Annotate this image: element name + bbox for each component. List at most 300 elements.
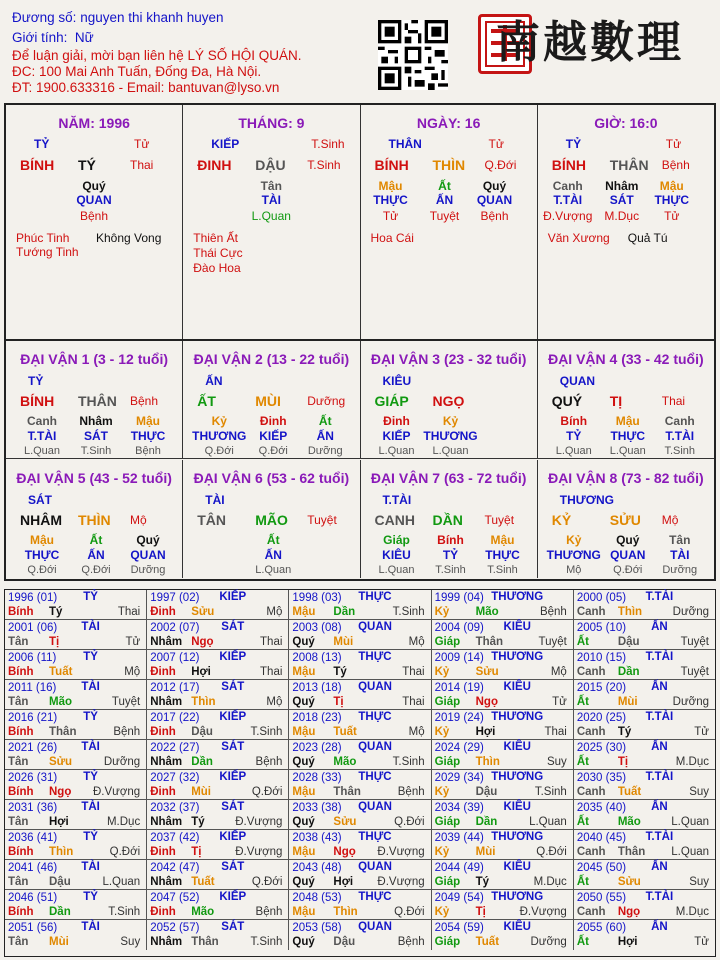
year-cell[interactable] bbox=[147, 620, 289, 649]
year-ten-god: TỶ bbox=[83, 711, 98, 723]
year-cell[interactable] bbox=[574, 830, 715, 859]
year-ten-god: ẤN bbox=[651, 681, 668, 693]
year-ten-god: QUAN bbox=[358, 861, 392, 873]
period-ten-god: SÁT bbox=[28, 493, 52, 507]
year-branch: Thìn bbox=[191, 696, 216, 708]
year-ten-god: KIÊU bbox=[503, 741, 531, 753]
year-label: 2051 (56) bbox=[8, 922, 58, 934]
year-cell[interactable] bbox=[574, 680, 715, 709]
period-hidden-life-stage: Dưỡng bbox=[662, 564, 698, 576]
great-period-cell bbox=[538, 460, 714, 578]
year-life-stage: Đ.Vượng bbox=[377, 846, 425, 858]
hidden-stem: Nhâm bbox=[605, 179, 639, 193]
year-branch: Dậu bbox=[49, 876, 71, 888]
period-hidden-stem: Kỷ bbox=[566, 533, 582, 547]
year-branch: Mùi bbox=[475, 846, 496, 858]
year-cell[interactable] bbox=[289, 860, 431, 889]
year-label: 2009 (14) bbox=[434, 652, 484, 664]
year-cell[interactable] bbox=[289, 620, 431, 649]
year-ten-god: KIÊU bbox=[503, 861, 531, 873]
pillar-column bbox=[361, 105, 538, 339]
year-cell[interactable] bbox=[289, 800, 431, 829]
year-cell[interactable] bbox=[5, 590, 147, 619]
year-stem: Ất bbox=[576, 816, 589, 828]
year-cell[interactable] bbox=[574, 920, 715, 950]
year-branch: Sửu bbox=[333, 816, 357, 828]
hidden-stem: Quý bbox=[82, 179, 106, 193]
pillar-column bbox=[183, 105, 360, 339]
year-label: 2013 (18) bbox=[292, 682, 342, 694]
person-name-line bbox=[12, 10, 224, 26]
year-cell[interactable] bbox=[5, 890, 147, 919]
year-branch: Tị bbox=[333, 696, 344, 708]
year-label: 2038 (43) bbox=[292, 832, 342, 844]
year-life-stage: Đ.Vượng bbox=[377, 876, 425, 888]
hidden-life-stage: Bệnh bbox=[79, 209, 109, 223]
year-life-stage: Suy bbox=[546, 756, 567, 768]
qr-code-icon[interactable] bbox=[378, 20, 448, 90]
year-life-stage: M.Dục bbox=[533, 876, 567, 888]
pillar-earthly-branch: THÌN bbox=[432, 157, 466, 173]
year-label: 2029 (34) bbox=[434, 772, 484, 784]
pillar-ten-god: KIẾP bbox=[211, 137, 240, 151]
hidden-stem: Mậu bbox=[378, 179, 403, 193]
hidden-ten-god: QUAN bbox=[476, 193, 513, 207]
hidden-life-stage: Tuyệt bbox=[429, 209, 460, 223]
year-branch: Dần bbox=[49, 906, 71, 918]
pillar-earthly-branch: TÝ bbox=[78, 157, 96, 173]
hidden-stem: Quý bbox=[482, 179, 507, 193]
year-stem: Mậu bbox=[292, 666, 316, 678]
year-stem: Kỷ bbox=[434, 906, 450, 918]
year-label: 2036 (41) bbox=[8, 832, 58, 844]
year-label: 2049 (54) bbox=[434, 892, 484, 904]
year-label: 2007 (12) bbox=[150, 652, 200, 664]
hidden-ten-god: SÁT bbox=[609, 193, 634, 207]
year-life-stage: Thai bbox=[402, 666, 425, 678]
year-cell[interactable] bbox=[574, 590, 715, 619]
year-label: 2010 (15) bbox=[576, 652, 627, 664]
period-hidden-ten-god: THỰC bbox=[24, 548, 60, 562]
year-life-stage: Bệnh bbox=[539, 606, 567, 618]
year-ten-god: THƯƠNG bbox=[491, 771, 544, 783]
year-ten-god: KIÊU bbox=[503, 621, 531, 633]
year-cell[interactable] bbox=[147, 740, 289, 769]
year-label: 2000 (05) bbox=[576, 592, 627, 604]
year-cell[interactable] bbox=[432, 620, 574, 649]
great-period-cell bbox=[183, 341, 360, 458]
period-hidden-life-stage: Bệnh bbox=[135, 445, 161, 457]
year-branch: Dần bbox=[191, 756, 213, 768]
year-stem: Ất bbox=[576, 936, 589, 948]
year-branch: Thìn bbox=[333, 906, 358, 918]
period-earthly-branch: DẦN bbox=[432, 512, 463, 528]
pillar-earthly-branch: THÂN bbox=[609, 157, 649, 173]
year-life-stage: Tuyệt bbox=[538, 636, 567, 648]
year-ten-god: T.TÀI bbox=[645, 711, 674, 723]
year-label: 2023 (28) bbox=[292, 742, 342, 754]
year-cell[interactable] bbox=[5, 620, 147, 649]
year-ten-god: SÁT bbox=[221, 801, 245, 813]
year-cell[interactable] bbox=[432, 830, 574, 859]
year-branch: Sửu bbox=[191, 606, 215, 618]
year-cell[interactable] bbox=[432, 680, 574, 709]
year-ten-god: KIÊU bbox=[503, 681, 531, 693]
year-stem: Giáp bbox=[434, 636, 461, 648]
year-cell[interactable] bbox=[147, 650, 289, 679]
period-hidden-stem: Tân bbox=[669, 533, 691, 547]
year-cell[interactable] bbox=[289, 920, 431, 950]
period-hidden-stem: Mậu bbox=[490, 533, 515, 547]
period-hidden-life-stage: L.Quan bbox=[378, 564, 415, 576]
year-cell[interactable] bbox=[5, 740, 147, 769]
period-hidden-ten-god: TỶ bbox=[442, 548, 459, 562]
year-life-stage: Thai bbox=[260, 636, 283, 648]
year-branch: Dậu bbox=[617, 636, 640, 648]
year-life-stage: Q.Đới bbox=[394, 906, 425, 918]
pillar-heavenly-stem: BÍNH bbox=[20, 157, 55, 173]
year-label: 2021 (26) bbox=[8, 742, 58, 754]
year-ten-god: KIẾP bbox=[219, 711, 247, 723]
period-hidden-stem: Giáp bbox=[383, 533, 410, 547]
year-cell[interactable] bbox=[432, 650, 574, 679]
year-label: 2028 (33) bbox=[292, 772, 342, 784]
period-heavenly-stem: GIÁP bbox=[374, 393, 409, 409]
year-label: 1999 (04) bbox=[434, 592, 484, 604]
phone-email-line[interactable]: ĐT: 1900.633316 - Email: bantuvan@lyso.vn bbox=[12, 80, 280, 95]
year-life-stage: T.Sinh bbox=[392, 606, 425, 618]
year-label: 2024 (29) bbox=[434, 742, 484, 754]
year-branch: Mão bbox=[617, 816, 641, 828]
year-stem: Mậu bbox=[292, 726, 316, 738]
year-life-stage: Tử bbox=[552, 696, 567, 708]
period-earthly-branch: THÌN bbox=[78, 512, 111, 528]
year-ten-god: T.TÀI bbox=[645, 891, 674, 903]
year-stem: Mậu bbox=[292, 846, 316, 858]
period-hidden-life-stage: Dưỡng bbox=[130, 564, 166, 576]
year-row bbox=[5, 680, 715, 710]
year-cell[interactable] bbox=[432, 770, 574, 799]
pillar-top-state: Tử bbox=[665, 137, 682, 151]
year-cell[interactable] bbox=[432, 590, 574, 619]
gender-value: Nữ bbox=[74, 30, 94, 45]
period-hidden-stem: Ất bbox=[89, 533, 103, 547]
year-ten-god: ẤN bbox=[651, 861, 668, 873]
year-label: 2055 (60) bbox=[576, 922, 627, 934]
year-label: 2046 (51) bbox=[8, 892, 58, 904]
year-cell[interactable] bbox=[289, 770, 431, 799]
hidden-life-stage: Tử bbox=[382, 209, 399, 223]
year-branch: Tuất bbox=[191, 876, 215, 888]
year-cell[interactable] bbox=[5, 650, 147, 679]
period-hidden-stem: Nhâm bbox=[79, 414, 113, 428]
year-cell[interactable] bbox=[574, 860, 715, 889]
period-hidden-ten-god: THỰC bbox=[485, 548, 520, 562]
year-branch: Tuất bbox=[475, 936, 500, 948]
year-label: 2015 (20) bbox=[576, 682, 627, 694]
period-heavenly-stem: KỶ bbox=[551, 512, 572, 528]
period-hidden-stem: Bính bbox=[437, 533, 464, 547]
year-life-stage: Q.Đới bbox=[251, 786, 283, 798]
year-cell[interactable] bbox=[147, 860, 289, 889]
year-cell[interactable] bbox=[5, 920, 147, 950]
year-cell[interactable] bbox=[147, 800, 289, 829]
year-life-stage: L.Quan bbox=[529, 816, 567, 828]
year-cell[interactable] bbox=[147, 710, 289, 739]
year-stem: Quý bbox=[292, 636, 315, 648]
year-cell[interactable] bbox=[289, 680, 431, 709]
year-label: 2019 (24) bbox=[434, 712, 484, 724]
pillar-star: Thái Cực bbox=[193, 246, 243, 260]
year-ten-god: THỰC bbox=[358, 711, 392, 723]
year-label: 2052 (57) bbox=[150, 922, 200, 934]
year-branch: Mão bbox=[191, 906, 215, 918]
pillar-ten-god: THÂN bbox=[388, 137, 422, 151]
period-hidden-ten-god: T.TÀI bbox=[665, 429, 695, 443]
hidden-life-stage: Bệnh bbox=[480, 209, 509, 223]
period-hidden-ten-god: SÁT bbox=[84, 429, 108, 443]
year-cell[interactable] bbox=[147, 920, 289, 950]
great-period-cell bbox=[361, 460, 538, 578]
year-row bbox=[5, 860, 715, 890]
pillar-column bbox=[6, 105, 183, 339]
year-branch: Thìn bbox=[49, 846, 74, 858]
year-branch: Thân bbox=[617, 846, 646, 858]
year-life-stage: Dưỡng bbox=[672, 606, 710, 618]
period-hidden-life-stage: Q.Đới bbox=[81, 564, 111, 576]
year-cell[interactable] bbox=[5, 770, 147, 799]
period-life-stage: Dưỡng bbox=[307, 394, 346, 408]
year-stem: Đinh bbox=[150, 726, 176, 738]
pillar-life-stage: Q.Đới bbox=[484, 158, 517, 172]
year-ten-god: QUAN bbox=[358, 921, 392, 933]
period-hidden-life-stage: T.Sinh bbox=[487, 564, 518, 576]
year-stem: Giáp bbox=[434, 756, 461, 768]
year-stem: Ất bbox=[576, 636, 589, 648]
hidden-ten-god: ẤN bbox=[435, 193, 454, 207]
year-life-stage: Suy bbox=[689, 876, 710, 888]
year-ten-god: ẤN bbox=[651, 921, 668, 933]
year-ten-god: KIẾP bbox=[219, 651, 247, 663]
great-period-cell bbox=[6, 341, 183, 458]
great-period-title: ĐẠI VẬN 2 (13 - 22 tuổi) bbox=[193, 351, 350, 367]
year-cell[interactable] bbox=[5, 710, 147, 739]
year-cell[interactable] bbox=[574, 620, 715, 649]
year-branch: Thân bbox=[333, 786, 361, 798]
period-earthly-branch: MÙI bbox=[255, 393, 281, 409]
year-cell[interactable] bbox=[574, 800, 715, 829]
period-hidden-ten-god: QUAN bbox=[610, 548, 646, 562]
year-cell[interactable] bbox=[432, 710, 574, 739]
year-ten-god: KIẾP bbox=[219, 591, 247, 603]
year-cell[interactable] bbox=[289, 590, 431, 619]
period-earthly-branch: SỬU bbox=[609, 512, 641, 528]
year-cell[interactable] bbox=[289, 890, 431, 919]
year-ten-god: T.TÀI bbox=[645, 591, 674, 603]
year-ten-god: T.TÀI bbox=[645, 771, 674, 783]
period-life-stage: Thai bbox=[661, 394, 686, 408]
period-hidden-stem: Đinh bbox=[259, 414, 287, 428]
period-hidden-stem: Mậu bbox=[136, 414, 160, 428]
hidden-ten-god: THỰC bbox=[654, 193, 690, 207]
year-stem: Tân bbox=[8, 876, 29, 888]
period-hidden-ten-god: ẤN bbox=[316, 429, 334, 443]
year-ten-god: THỰC bbox=[358, 771, 392, 783]
period-hidden-stem: Đinh bbox=[383, 414, 410, 428]
year-life-stage: Bệnh bbox=[397, 786, 425, 798]
period-ten-god: THƯƠNG bbox=[559, 493, 614, 507]
pillar-life-stage: Thai bbox=[130, 158, 154, 172]
year-life-stage: L.Quan bbox=[102, 876, 141, 888]
year-life-stage: Q.Đới bbox=[394, 816, 425, 828]
year-branch: Mùi bbox=[191, 786, 212, 798]
year-life-stage: M.Dục bbox=[675, 756, 710, 768]
year-label: 2026 (31) bbox=[8, 772, 58, 784]
year-cell[interactable] bbox=[432, 800, 574, 829]
year-branch: Thân bbox=[475, 636, 504, 648]
year-ten-god: TỶ bbox=[83, 831, 98, 843]
year-branch: Hợi bbox=[49, 816, 69, 828]
year-cell[interactable] bbox=[147, 680, 289, 709]
year-cell[interactable] bbox=[432, 740, 574, 769]
period-hidden-life-stage: Dưỡng bbox=[307, 445, 343, 457]
period-hidden-ten-god: QUAN bbox=[130, 548, 166, 562]
year-ten-god: KIÊU bbox=[503, 801, 531, 813]
year-label: 2025 (30) bbox=[576, 742, 627, 754]
year-cell[interactable] bbox=[574, 890, 715, 919]
year-label: 2008 (13) bbox=[292, 652, 342, 664]
period-hidden-stem: Quý bbox=[616, 533, 640, 547]
pillar-top-state: Tử bbox=[134, 137, 150, 151]
year-row bbox=[5, 770, 715, 800]
year-branch: Dậu bbox=[475, 786, 498, 798]
hidden-life-stage: Tử bbox=[664, 209, 680, 223]
year-ten-god: KIẾP bbox=[219, 831, 247, 843]
hidden-life-stage: Đ.Vượng bbox=[543, 209, 593, 223]
year-branch: Thìn bbox=[475, 756, 500, 768]
year-stem: Bính bbox=[8, 666, 34, 678]
year-label: 2003 (08) bbox=[292, 622, 342, 634]
year-ten-god: TỶ bbox=[83, 651, 98, 663]
annual-luck-grid bbox=[4, 589, 716, 957]
year-cell[interactable] bbox=[289, 650, 431, 679]
year-label: 2031 (36) bbox=[8, 802, 58, 814]
year-label: 2005 (10) bbox=[576, 622, 627, 634]
pillar-ten-god: TỶ bbox=[34, 137, 50, 151]
year-branch: Hợi bbox=[475, 726, 496, 738]
period-hidden-ten-god: T.TÀI bbox=[27, 429, 57, 443]
year-cell[interactable] bbox=[5, 860, 147, 889]
year-row bbox=[5, 890, 715, 920]
period-heavenly-stem: ẤT bbox=[197, 393, 216, 409]
year-life-stage: Suy bbox=[120, 936, 141, 948]
pillar-ten-god: TỶ bbox=[565, 137, 582, 151]
year-branch: Ngọ bbox=[617, 906, 641, 918]
year-ten-god: TÀI bbox=[81, 621, 100, 633]
year-cell[interactable] bbox=[289, 710, 431, 739]
year-cell[interactable] bbox=[147, 890, 289, 919]
year-ten-god: THỰC bbox=[358, 891, 392, 903]
year-cell[interactable] bbox=[574, 710, 715, 739]
year-cell[interactable] bbox=[289, 830, 431, 859]
period-hidden-life-stage: Q.Đới bbox=[27, 564, 57, 576]
year-cell[interactable] bbox=[432, 920, 574, 950]
address-line: ĐC: 100 Mai Anh Tuấn, Đống Đa, Hà Nội. bbox=[12, 64, 262, 79]
year-cell[interactable] bbox=[5, 830, 147, 859]
year-life-stage: Thai bbox=[402, 696, 425, 708]
period-hidden-life-stage: L.Quan bbox=[378, 445, 415, 457]
year-life-stage: T.Sinh bbox=[250, 726, 283, 738]
year-cell[interactable] bbox=[5, 800, 147, 829]
year-branch: Dậu bbox=[333, 936, 356, 948]
year-branch: Tuất bbox=[49, 666, 73, 678]
year-label: 2054 (59) bbox=[434, 922, 484, 934]
year-stem: Nhâm bbox=[150, 936, 183, 948]
year-life-stage: Bệnh bbox=[255, 756, 283, 768]
year-label: 1996 (01) bbox=[8, 592, 58, 604]
period-hidden-ten-god: KIẾP bbox=[382, 429, 411, 443]
year-stem: Bính bbox=[8, 906, 34, 918]
year-stem: Ất bbox=[576, 696, 589, 708]
year-ten-god: TỶ bbox=[83, 891, 98, 903]
year-cell[interactable] bbox=[147, 770, 289, 799]
year-stem: Tân bbox=[8, 936, 29, 948]
year-label: 2043 (48) bbox=[292, 862, 342, 874]
year-cell[interactable] bbox=[5, 680, 147, 709]
period-hidden-life-stage: Q.Đới bbox=[204, 445, 234, 457]
year-cell[interactable] bbox=[574, 740, 715, 769]
year-branch: Thân bbox=[49, 726, 77, 738]
period-ten-god: QUAN bbox=[559, 374, 596, 388]
year-cell[interactable] bbox=[574, 650, 715, 679]
year-life-stage: Mộ bbox=[550, 666, 567, 678]
year-life-stage: Mộ bbox=[408, 726, 425, 738]
year-stem: Quý bbox=[292, 696, 315, 708]
year-life-stage: Bệnh bbox=[255, 906, 283, 918]
year-stem: Bính bbox=[8, 786, 34, 798]
pillar-star: Phúc Tinh bbox=[16, 231, 70, 245]
year-ten-god: SÁT bbox=[221, 861, 245, 873]
year-label: 2014 (19) bbox=[434, 682, 484, 694]
year-branch: Tý bbox=[191, 816, 205, 828]
year-ten-god: TÀI bbox=[81, 861, 100, 873]
year-label: 2022 (27) bbox=[150, 742, 200, 754]
year-life-stage: Q.Đới bbox=[109, 846, 141, 858]
periods-row-1 bbox=[6, 341, 714, 459]
year-ten-god: THƯƠNG bbox=[491, 891, 544, 903]
period-hidden-ten-god: KIÊU bbox=[382, 548, 411, 562]
pillar-title: THÁNG: 9 bbox=[238, 115, 305, 131]
year-cell[interactable] bbox=[147, 590, 289, 619]
year-label: 2016 (21) bbox=[8, 712, 58, 724]
year-life-stage: L.Quan bbox=[671, 816, 710, 828]
year-stem: Bính bbox=[8, 846, 34, 858]
year-cell[interactable] bbox=[432, 890, 574, 919]
year-branch: Ngọ bbox=[191, 636, 214, 648]
year-cell[interactable] bbox=[289, 740, 431, 769]
contact-line: Để luận giải, mời bạn liên hệ LÝ SỐ HỘI QUÁN. bbox=[12, 48, 302, 63]
period-hidden-ten-god: THƯƠNG bbox=[423, 429, 478, 443]
year-branch: Ngọ bbox=[49, 786, 72, 798]
hidden-stem: Tân bbox=[260, 179, 282, 193]
period-life-stage: Tuyệt bbox=[484, 513, 515, 527]
year-life-stage: Mộ bbox=[124, 666, 141, 678]
period-ten-god: TỶ bbox=[28, 374, 44, 388]
year-cell[interactable] bbox=[432, 860, 574, 889]
year-cell[interactable] bbox=[147, 830, 289, 859]
year-cell[interactable] bbox=[574, 770, 715, 799]
pillar-life-stage: T.Sinh bbox=[307, 158, 341, 172]
